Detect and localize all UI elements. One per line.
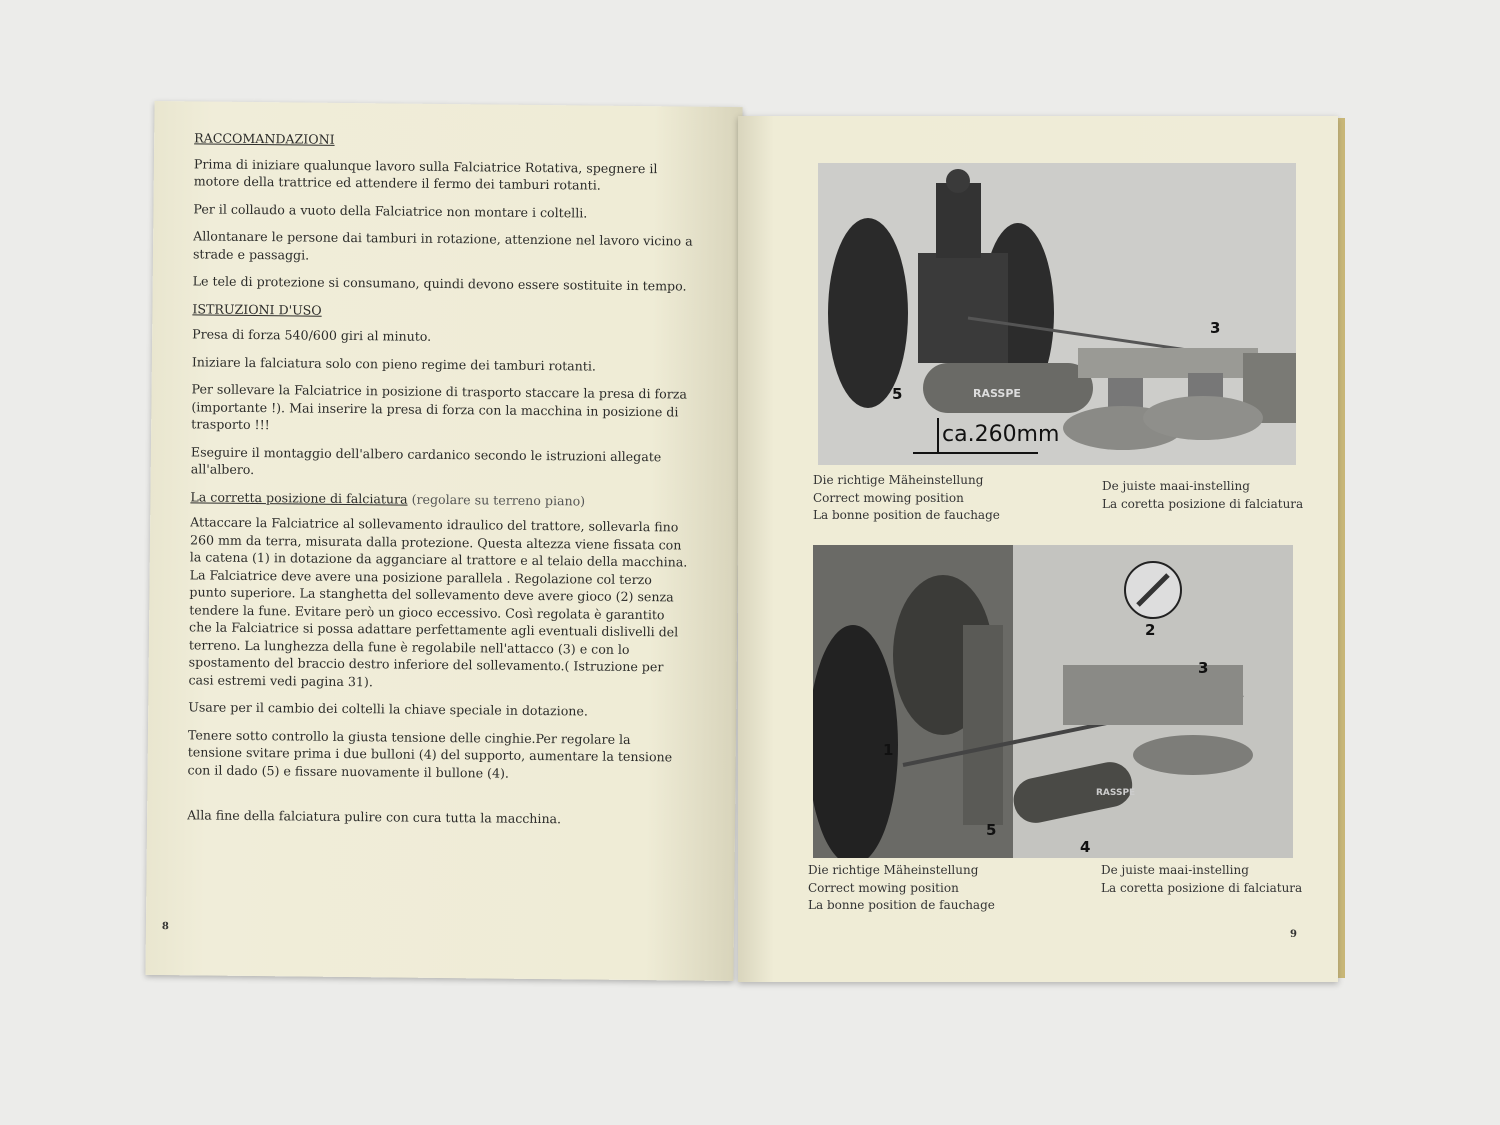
caption-right-1 xyxy=(1102,478,1303,513)
caption-line: Correct mowing position xyxy=(808,880,959,895)
paragraph: Tenere sotto controllo la giusta tensione delle cinghie.Per regolare la tensione svitare prima i due bulloni (4) del supporto, aumentare la tensione con il dado (5) e fissare nuovamente il bullone (4). xyxy=(187,726,673,781)
paragraph: Alla fine della falciatura pulire con cura tutta la macchina. xyxy=(187,807,562,827)
photo-mower-hitch-detail xyxy=(813,545,1293,858)
paragraph: Attaccare la Falciatrice al sollevamento idraulico del trattore, sollevarla fino 260 mm da terra, misurata dalla protezione. Questa altezza viene fissata con la catena (1) in dotazione da agganciare al trattore e al telaio della macchina. La Falciatrice deve avere una posizione parallela . Regolazione col terzo punto superiore. La stanghetta del sollevamento deve avere gioco (2) senza tendere la fune. Evitare però un gioco eccessivo. Così regolata è garantito che la Falciatrice si possa adattare perfettamente agli eventuali dislivelli del terreno. La lunghezza della fune è regolabile nell'attacco (3) e con lo spostamento del braccio destro inferiore del sollevamento.( Istruzione per casi estremi vedi pagina 31). xyxy=(188,514,688,689)
paragraph: Per sollevare la Falciatrice in posizione di trasporto staccare la presa di forza (importante !). Mai inserire la presa di forza con la macchina in posizione di trasporto !!! xyxy=(191,381,688,433)
paragraph: Le tele di protezione si consumano, quindi devono essere sostituite in tempo. xyxy=(192,273,687,294)
callout-5: 5 xyxy=(892,385,903,403)
paragraph: Eseguire il montaggio dell'albero cardanico secondo le istruzioni allegate all'albero. xyxy=(190,443,662,478)
caption-line: La coretta posizione di falciatura xyxy=(1102,496,1304,511)
page-number: 8 xyxy=(161,921,169,933)
caption-line: La coretta posizione di falciatura xyxy=(1101,880,1303,895)
caption-line: De juiste maai-instelling xyxy=(1102,479,1250,493)
paragraph: Allontanare le persone dai tamburi in rotazione, attenzione nel lavoro vicino a strade e passaggi. xyxy=(192,228,693,263)
callout-2: 2 xyxy=(1145,621,1156,639)
callout-5: 5 xyxy=(986,821,997,839)
paragraph: Presa di forza 540/600 giri al minuto. xyxy=(192,326,432,344)
caption-left-2 xyxy=(808,862,995,915)
left-page xyxy=(145,101,742,981)
heading-istruzioni: ISTRUZIONI D'USO xyxy=(192,300,322,318)
paragraph: Per il collaudo a vuoto della Falciatrice non montare i coltelli. xyxy=(193,200,588,220)
caption-line: De juiste maai-instelling xyxy=(1101,863,1249,877)
brand-label: RASSPE xyxy=(973,387,1021,400)
right-page xyxy=(738,116,1338,982)
caption-line: La bonne position de fauchage xyxy=(808,898,995,912)
caption-line: Correct mowing position xyxy=(813,490,964,505)
caption-line: La bonne position de fauchage xyxy=(813,508,1000,522)
heading-note: (regolare su terreno piano) xyxy=(407,491,586,508)
height-label: ca.260mm xyxy=(942,422,1060,447)
caption-right-2 xyxy=(1101,862,1302,897)
page-number: 9 xyxy=(1290,929,1297,940)
callout-4: 4 xyxy=(1080,838,1091,856)
photo-tractor-mower-rear xyxy=(818,163,1296,465)
caption-line: Die richtige Mäheinstellung xyxy=(813,473,984,487)
heading-posizione: La corretta posizione di falciatura xyxy=(190,488,408,507)
left-page-text xyxy=(187,129,694,839)
callout-1: 1 xyxy=(883,741,894,759)
callout-3: 3 xyxy=(1198,659,1209,677)
paragraph: Prima di iniziare qualunque lavoro sulla Falciatrice Rotativa, spegnere il motore della trattrice ed attendere il fermo dei tamburi rotanti. xyxy=(193,155,658,193)
paragraph: Iniziare la falciatura solo con pieno regime dei tamburi rotanti. xyxy=(191,353,596,374)
paragraph: Usare per il cambio dei coltelli la chiave speciale in dotazione. xyxy=(188,699,588,719)
caption-left-1 xyxy=(813,472,1000,525)
callout-3: 3 xyxy=(1210,319,1221,337)
caption-line: Die richtige Mäheinstellung xyxy=(808,863,979,877)
heading-raccomandazioni: RACCOMANDAZIONI xyxy=(194,130,335,147)
brand-label: RASSPE xyxy=(1096,788,1136,798)
